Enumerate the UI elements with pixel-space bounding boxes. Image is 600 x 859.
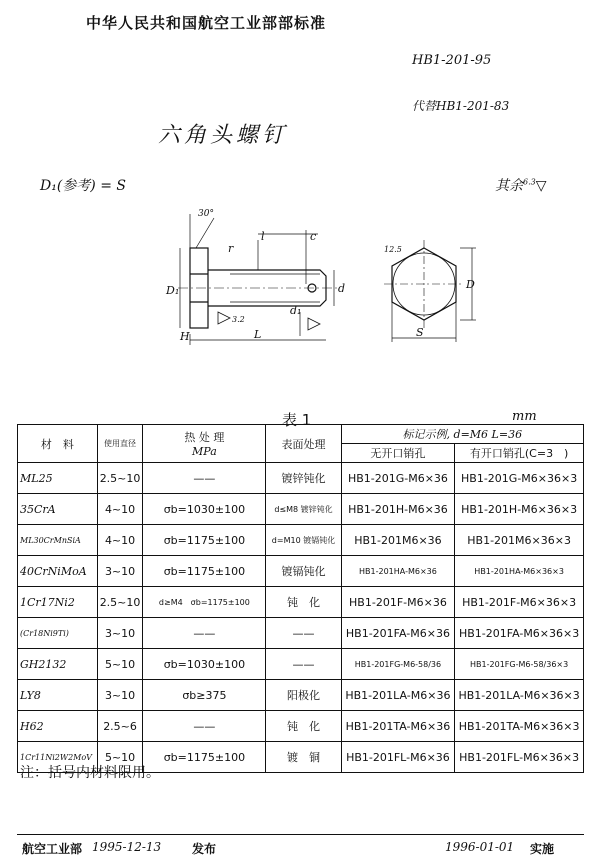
table-row bbox=[18, 463, 584, 494]
S-label: S bbox=[416, 326, 424, 339]
mark-no-hole-cell: HB1-201FL-M6×36 bbox=[341, 742, 455, 773]
mark-no-hole-cell: HB1-201FG-M6-58/36 bbox=[341, 649, 455, 680]
heat-cell: σb=1175±100 bbox=[143, 525, 266, 556]
surface-cell: 阳极化 bbox=[266, 680, 341, 711]
table-row bbox=[18, 494, 584, 525]
h-label: H bbox=[180, 330, 190, 343]
range-cell: 2.5~6 bbox=[97, 711, 143, 742]
mark-with-hole-cell: HB1-201TA-M6×36×3 bbox=[455, 711, 584, 742]
table-row bbox=[18, 587, 584, 618]
header-surface: 表面处理 bbox=[266, 425, 341, 463]
d1-reference: D₁(参考) = S bbox=[40, 178, 126, 194]
header-no-hole: 无开口销孔 bbox=[341, 444, 455, 463]
mark-no-hole-cell: HB1-201G-M6×36 bbox=[341, 463, 455, 494]
publish-word: 发布 bbox=[192, 842, 217, 856]
header-diameter-range: 使用直径 bbox=[97, 425, 143, 463]
header-heat-label: 热 处 理 bbox=[184, 431, 225, 444]
mark-with-hole-cell: HB1-201H-M6×36×3 bbox=[455, 494, 584, 525]
range-cell: 2.5~10 bbox=[97, 587, 143, 618]
heat-cell: σb=1030±100 bbox=[143, 649, 266, 680]
heat-cell: σb=1175±100 bbox=[143, 556, 266, 587]
roughness-32-label: 3.2 bbox=[232, 315, 245, 324]
document-title: 六角头螺钉 bbox=[158, 123, 289, 148]
material-cell: ML25 bbox=[18, 463, 98, 494]
table-note: 注：括号内材料限用。 bbox=[20, 765, 160, 781]
surface-cell: 镀镉钝化 bbox=[266, 556, 341, 587]
l-label: l bbox=[261, 230, 265, 243]
table-row bbox=[18, 525, 584, 556]
table-caption: 表 1 bbox=[282, 411, 312, 429]
publisher: 航空工业部 bbox=[22, 842, 83, 856]
surface-cell: d≤M8 镀锌钝化 bbox=[266, 494, 341, 525]
implement-date: 1996-01-01 bbox=[445, 840, 515, 854]
d-label: d bbox=[338, 282, 346, 295]
material-cell: LY8 bbox=[18, 680, 98, 711]
d1-big-label: D₁ bbox=[166, 284, 180, 297]
roughness-value: 6.3 bbox=[523, 177, 536, 187]
material-cell: H62 bbox=[18, 711, 98, 742]
material-cell: 40CrNiMoA bbox=[18, 556, 98, 587]
material-cell: 35CrA bbox=[18, 494, 98, 525]
r-label: r bbox=[228, 242, 234, 255]
table-row bbox=[18, 649, 584, 680]
header-heat-treatment bbox=[143, 425, 266, 463]
header-heat-unit: MPa bbox=[192, 445, 217, 458]
publish-date: 1995-12-13 bbox=[92, 840, 162, 854]
mark-with-hole-cell: HB1-201FA-M6×36×3 bbox=[455, 618, 584, 649]
mark-no-hole-cell: HB1-201HA-M6×36 bbox=[341, 556, 455, 587]
range-cell: 5~10 bbox=[97, 649, 143, 680]
angle-label: 30° bbox=[198, 209, 214, 219]
spec-table bbox=[17, 424, 584, 773]
heat-cell: σb=1030±100 bbox=[143, 494, 266, 525]
heat-cell: —— bbox=[143, 711, 266, 742]
surface-cell: 镀 铜 bbox=[266, 742, 341, 773]
heat-cell: σb≥375 bbox=[143, 680, 266, 711]
mark-no-hole-cell: HB1-201LA-M6×36 bbox=[341, 680, 455, 711]
roughness-note bbox=[495, 175, 547, 195]
heat-cell: σb=1175±100 bbox=[143, 742, 266, 773]
roughness-label: 其余 bbox=[495, 178, 523, 194]
mark-with-hole-cell: HB1-201HA-M6×36×3 bbox=[455, 556, 584, 587]
surface-cell: d=M10 镀镉钝化 bbox=[266, 525, 341, 556]
mark-with-hole-cell: HB1-201LA-M6×36×3 bbox=[455, 680, 584, 711]
range-cell: 4~10 bbox=[97, 525, 143, 556]
surface-cell: 镀锌钝化 bbox=[266, 463, 341, 494]
issuing-organization: 中华人民共和国航空工业部部标准 bbox=[86, 14, 327, 32]
range-cell: 2.5~10 bbox=[97, 463, 143, 494]
range-cell: 3~10 bbox=[97, 556, 143, 587]
heat-cell: —— bbox=[143, 618, 266, 649]
material-cell: GH2132 bbox=[18, 649, 98, 680]
table-unit: mm bbox=[512, 409, 537, 424]
D-label: D bbox=[466, 278, 475, 291]
surface-cell: 钝 化 bbox=[266, 711, 341, 742]
range-cell: 3~10 bbox=[97, 680, 143, 711]
header-example: 标记示例, d=M6 L=36 bbox=[341, 425, 583, 444]
implement-word: 实施 bbox=[530, 842, 555, 856]
material-cell: 1Cr17Ni2 bbox=[18, 587, 98, 618]
range-cell: 5~10 bbox=[97, 742, 143, 773]
range-cell: 3~10 bbox=[97, 618, 143, 649]
mark-no-hole-cell: HB1-201H-M6×36 bbox=[341, 494, 455, 525]
d1-small-label: d₁ bbox=[290, 304, 302, 317]
heat-cell: d≥M4 σb=1175±100 bbox=[143, 587, 266, 618]
mark-with-hole-cell: HB1-201M6×36×3 bbox=[455, 525, 584, 556]
surface-cell: 钝 化 bbox=[266, 587, 341, 618]
table-row bbox=[18, 556, 584, 587]
material-cell: 1Cr11Ni2W2MoV bbox=[18, 742, 98, 773]
material-cell: ML30CrMnSiA bbox=[18, 525, 98, 556]
header-material: 材 料 bbox=[18, 425, 98, 463]
screw-drawing bbox=[140, 200, 480, 350]
roughness-125-label: 12.5 bbox=[384, 245, 402, 254]
c-label: c bbox=[310, 230, 317, 243]
mark-no-hole-cell: HB1-201FA-M6×36 bbox=[341, 618, 455, 649]
replaces-standard: 代替HB1-201-83 bbox=[412, 99, 510, 113]
mark-no-hole-cell: HB1-201M6×36 bbox=[341, 525, 455, 556]
footer-rule bbox=[17, 834, 584, 835]
heat-cell: —— bbox=[143, 463, 266, 494]
table-header-row bbox=[18, 425, 584, 444]
surface-cell: —— bbox=[266, 618, 341, 649]
mark-with-hole-cell: HB1-201G-M6×36×3 bbox=[455, 463, 584, 494]
table-row bbox=[18, 618, 584, 649]
mark-with-hole-cell: HB1-201FG-M6-58/36×3 bbox=[455, 649, 584, 680]
mark-with-hole-cell: HB1-201F-M6×36×3 bbox=[455, 587, 584, 618]
header-with-hole: 有开口销孔(C=3 ) bbox=[455, 444, 584, 463]
roughness-symbol-icon: ▽ bbox=[535, 178, 547, 194]
range-cell: 4~10 bbox=[97, 494, 143, 525]
mark-with-hole-cell: HB1-201FL-M6×36×3 bbox=[455, 742, 584, 773]
table-row bbox=[18, 680, 584, 711]
table-row bbox=[18, 711, 584, 742]
mark-no-hole-cell: HB1-201TA-M6×36 bbox=[341, 711, 455, 742]
length-label: L bbox=[254, 328, 262, 341]
mark-no-hole-cell: HB1-201F-M6×36 bbox=[341, 587, 455, 618]
standard-number: HB1-201-95 bbox=[412, 53, 492, 68]
material-cell: (Cr18Ni9Ti) bbox=[18, 618, 98, 649]
surface-cell: —— bbox=[266, 649, 341, 680]
